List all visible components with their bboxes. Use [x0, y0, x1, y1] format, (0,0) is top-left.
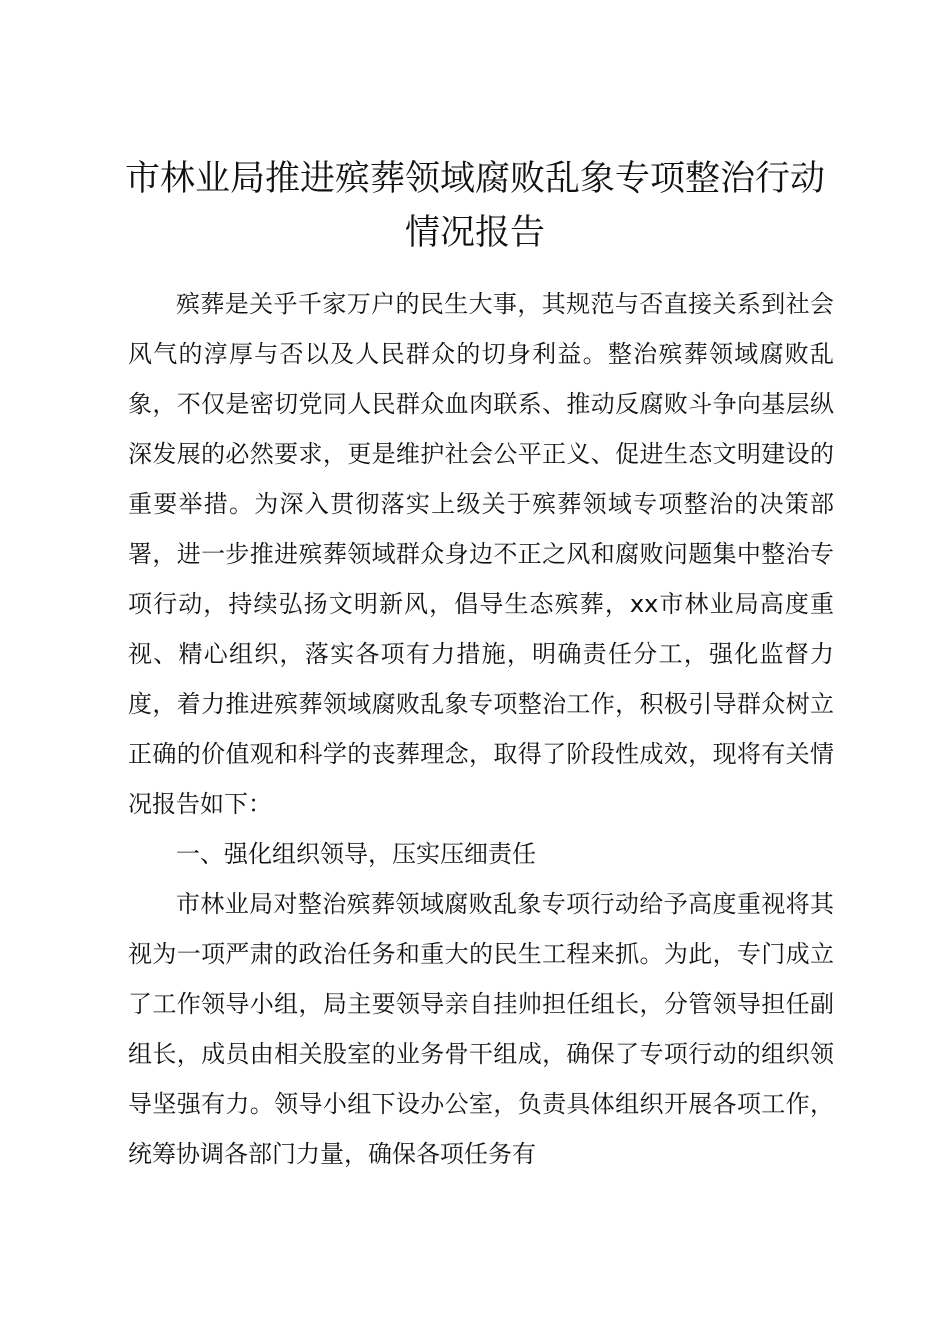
section-1-paragraph: 市林业局对整治殡葬领域腐败乱象专项行动给予高度重视将其视为一项严肃的政治任务和重大的民生工程来抓。为此，专门成立了工作领导小组，局主要领导亲自挂帅担任组长，分管领导担任副组长，成员由相关股室的业务骨干组成，确保了专项行动的组织领导坚强有力。领导小组下设办公室，负责具体组织开展各项工作，统筹协调各部门力量，确保各项任务有	[128, 890, 834, 1168]
intro-paragraph: 殡葬是关乎千家万户的民生大事，其规范与否直接关系到社会风气的淳厚与否以及人民群众的切身利益。整治殡葬领域腐败乱象，不仅是密切党同人民群众血肉联系、推动反腐败斗争向基层纵深发展的必然要求，更是维护社会公平正义、促进生态文明建设的重要举措。为深入贯彻落实上级关于殡葬领域专项整治的决策部署，进一步推进殡葬领域群众身边不正之风和腐败问题集中整治专项行动，持续弘扬文明新风，倡导生态殡葬，xx市林业局高度重视、精心组织，落实各项有力措施，明确责任分工，强化监督力度，着力推进殡葬领域腐败乱象专项整治工作，积极引导群众树立正确的价值观和科学的丧葬理念，取得了阶段性成效，现将有关情况报告如下：	[128, 290, 834, 818]
document-title: 市林业局推进殡葬领域腐败乱象专项整治行动情况报告	[124, 159, 825, 253]
section-heading-1: 一、强化组织领导，压实压细责任	[176, 840, 536, 868]
